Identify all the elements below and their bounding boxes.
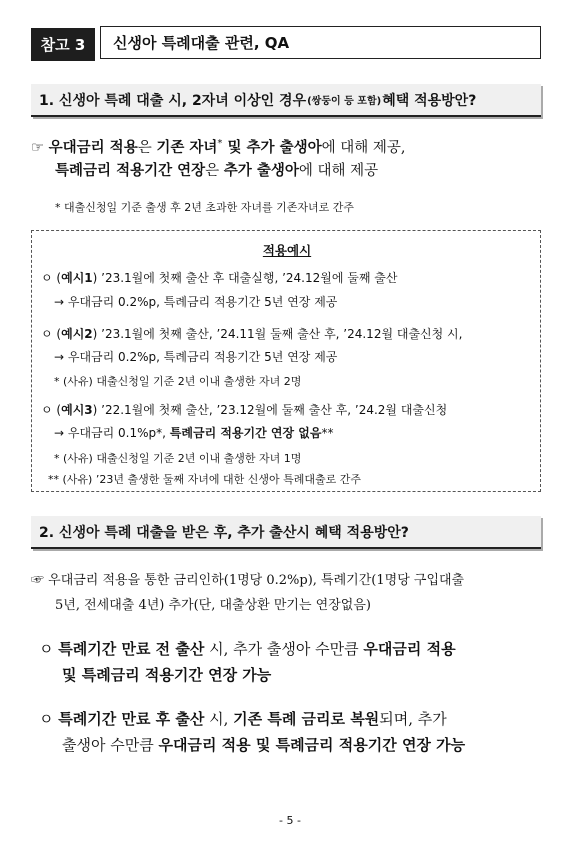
question-2-heading — [31, 516, 541, 549]
q1-title-end: 혜택 적용방안? — [382, 92, 477, 109]
section-title — [100, 26, 541, 59]
q1-l1-d: 및 추가 출생아 — [222, 139, 322, 156]
example-3-line-2 — [54, 424, 333, 441]
q1-l1-a: 우대금리 적용 — [48, 139, 138, 156]
question-1-heading — [31, 84, 541, 117]
section-tag: 참고 3 — [31, 28, 95, 61]
q2-b2-c: 기존 특례 금리로 복원 — [233, 710, 380, 728]
q2-b2-l2-a: 출생아 수만큼 — [62, 736, 159, 754]
q1-l2-c: 추가 출생아 — [223, 163, 299, 179]
ex3-l2-b: 특례금리 적용기간 연장 없음 — [169, 426, 322, 440]
ex1-label: 예시1 — [61, 271, 93, 285]
pointing-hand-icon: ☞ — [31, 139, 44, 156]
ex3-l2-c: ** — [321, 426, 334, 440]
q1-title-main: 1. 신생아 특례 대출 시, 2자녀 이상인 경우 — [39, 92, 307, 109]
example-1-line-1 — [41, 269, 397, 286]
q1-l1-b: 은 — [137, 139, 157, 156]
q2-b1-c: 우대금리 적용 — [363, 640, 456, 658]
q2-b2-a: 특례기간 만료 후 출산 — [58, 710, 205, 728]
example-3-line-1 — [41, 401, 447, 418]
ex2-label: 예시2 — [61, 327, 93, 341]
q2-b1-a: 특례기간 만료 전 출산 — [58, 640, 205, 658]
q1-l2-a: 특례금리 적용기간 연장 — [55, 163, 206, 179]
example-3-note-2: ** (사유) ’23년 출생한 둘째 자녀에 대한 신생아 특례대출로 간주 — [48, 473, 361, 486]
q1-l1-e: 에 대해 제공, — [321, 139, 406, 156]
q1-answer-line-1 — [31, 138, 405, 157]
q2-answer-line-2: 5년, 전세대출 4년) 추가(단, 대출상환 만기는 연장없음) — [55, 598, 371, 613]
example-1-line-2: → 우대금리 0.2%p, 특례금리 적용기간 5년 연장 제공 — [54, 295, 338, 309]
q1-title-small: (쌍둥이 등 포함) — [307, 96, 382, 107]
ex3-bullet: ㅇ — [41, 403, 53, 417]
q1-footnote: * 대출신청일 기준 출생 후 2년 초과한 자녀를 기존자녀로 간주 — [55, 201, 354, 214]
q1-l1-sup: * — [217, 138, 223, 149]
example-2-line-1 — [41, 325, 462, 342]
ex1-open: ( — [56, 271, 62, 285]
q2-b2-d: 되며, 추가 — [379, 710, 447, 728]
ex2-rest: ) ’23.1월에 첫째 출산, ’24.11월 둘째 출산 후, ’24.12월 대출신청 시, — [92, 327, 463, 341]
q2-b1-bullet: ㅇ — [39, 640, 54, 658]
example-3-note-1: * (사유) 대출신청일 기준 2년 이내 출생한 자녀 1명 — [54, 452, 302, 465]
q1-l2-b: 은 — [205, 163, 224, 179]
q1-answer-line-2 — [55, 163, 378, 180]
ex2-open: ( — [56, 327, 62, 341]
section-title-text: 신생아 특례대출 관련, QA — [113, 34, 290, 52]
ex3-rest: ) ’22.1월에 첫째 출산, ’23.12월에 둘째 출산 후, ’24.2월 대출신청 — [92, 403, 448, 417]
example-2-line-2: → 우대금리 0.2%p, 특례금리 적용기간 5년 연장 제공 — [54, 350, 338, 364]
q2-answer-line-1: ☞ 우대금리 적용을 통한 금리인하(1명당 0.2%p), 특례기간(1명당 구입대출 — [31, 573, 465, 588]
q2-bullet-1-line-1 — [39, 640, 456, 658]
q2-b1-b: 시, 추가 출생아 수만큼 — [204, 640, 364, 658]
ex1-rest: ) ’23.1월에 첫째 출산 후 대출실행, ’24.12월에 둘째 출산 — [92, 271, 398, 285]
q2-b2-bullet: ㅇ — [39, 710, 54, 728]
q2-title: 2. 신생아 특례 대출을 받은 후, 추가 출산시 혜택 적용방안? — [39, 524, 409, 541]
q2-b2-b: 시, — [204, 710, 234, 728]
ex3-label: 예시3 — [61, 403, 93, 417]
ex3-l2-a: → 우대금리 0.1%p*, — [54, 426, 170, 440]
example-2-note: * (사유) 대출신청일 기준 2년 이내 출생한 자녀 2명 — [54, 375, 302, 388]
page-number: - 5 - — [279, 814, 301, 827]
q2-b2-l2-b: 우대금리 적용 및 특례금리 적용기간 연장 가능 — [158, 736, 466, 754]
q2-bullet-2-line-1 — [39, 710, 447, 728]
ex2-bullet: ㅇ — [41, 327, 53, 341]
q2-b1-l2: 및 특례금리 적용기간 연장 가능 — [62, 666, 272, 684]
q1-l1-c: 기존 자녀 — [156, 139, 218, 156]
examples-title: 적용예시 — [262, 243, 312, 258]
q2-bullet-2-line-2 — [62, 736, 465, 754]
q1-l2-d: 에 대해 제공 — [298, 163, 379, 179]
examples-box — [31, 230, 541, 492]
ex3-open: ( — [56, 403, 62, 417]
q2-bullet-1-line-2 — [62, 666, 271, 684]
ex1-bullet: ㅇ — [41, 271, 53, 285]
